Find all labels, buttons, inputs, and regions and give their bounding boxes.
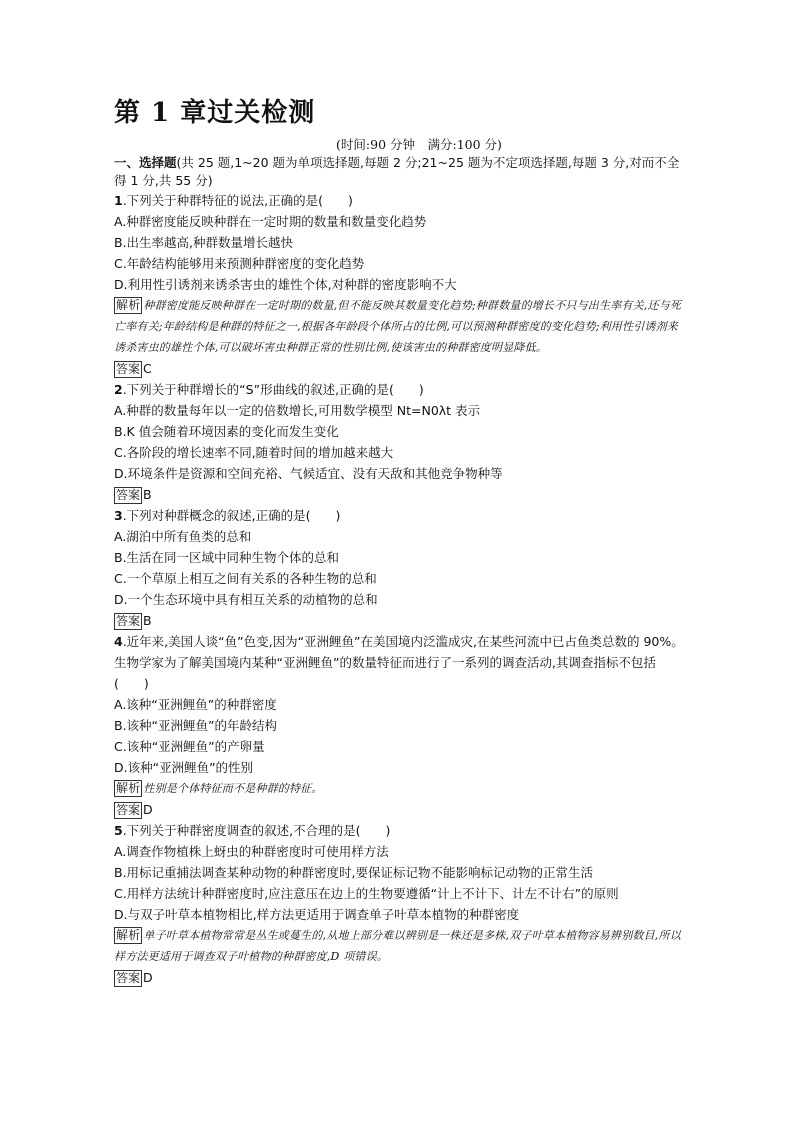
document-page [114, 96, 684, 988]
answer [114, 799, 684, 820]
option-D: D.利用性引诱剂来诱杀害虫的雄性个体,对种群的密度影响不大 [114, 277, 457, 292]
answer [114, 358, 684, 379]
question-list [114, 190, 684, 988]
question-text: .下列关于种群密度调查的叙述,不合理的是( ) [122, 823, 391, 838]
option-C: C.各阶段的增长速率不同,随着时间的增加越来越大 [114, 445, 394, 460]
question-stem [114, 190, 684, 211]
question-2 [114, 379, 684, 505]
answer-tag: 答案 [116, 488, 141, 502]
analysis [114, 295, 684, 358]
question-number: 2 [114, 382, 123, 397]
question-3 [114, 505, 684, 631]
answer [114, 610, 684, 631]
question-text: .下列关于种群增长的“S”形曲线的叙述,正确的是( ) [122, 382, 424, 397]
option-B: B.出生率越高,种群数量增长越快 [114, 235, 294, 250]
answer-value: D [143, 802, 153, 817]
question-number: 1 [114, 193, 123, 208]
question-number: 5 [114, 823, 123, 838]
option-C: C.用样方法统计种群密度时,应注意压在边上的生物要遵循“计上不计下、计左不计右”的原则 [114, 886, 619, 901]
section-heading [114, 154, 684, 190]
answer-tag: 答案 [116, 803, 141, 817]
answer [114, 967, 684, 988]
page-title: 第 1 章过关检测 [114, 98, 316, 128]
question-stem [114, 505, 684, 526]
analysis-text: 性别是个体特征而不是种群的特征。 [143, 782, 323, 795]
option-B: B.K 值会随着环境因素的变化而发生变化 [114, 424, 339, 439]
option-A: A.调查作物植株上蚜虫的种群密度时可使用样方法 [114, 844, 389, 859]
analysis [114, 778, 684, 799]
option-D: D.该种“亚洲鲤鱼”的性别 [114, 760, 254, 775]
option-D: D.与双子叶草本植物相比,样方法更适用于调查单子叶草本植物的种群密度 [114, 907, 520, 922]
question-5 [114, 820, 684, 988]
answer-tag: 答案 [116, 362, 141, 376]
answer-value: B [143, 487, 152, 502]
question-4 [114, 631, 684, 820]
option-A: A.湖泊中所有鱼类的总和 [114, 529, 252, 544]
option-A: A.种群密度能反映种群在一定时期的数量和数量变化趋势 [114, 214, 427, 229]
option-C: C.年龄结构能够用来预测种群密度的变化趋势 [114, 256, 365, 271]
question-stem [114, 631, 684, 694]
option-D: D.一个生态环境中具有相互关系的动植物的总和 [114, 592, 378, 607]
exam-time-score: (时间:90 分钟 满分:100 分) [336, 137, 502, 152]
option-A: A.该种“亚洲鲤鱼”的种群密度 [114, 697, 277, 712]
analysis-tag: 解析 [116, 298, 141, 312]
answer-value: D [143, 970, 153, 985]
option-A: A.种群的数量每年以一定的倍数增长,可用数学模型 Nt=N0λt 表示 [114, 403, 481, 418]
question-text: .下列关于种群特征的说法,正确的是( ) [122, 193, 353, 208]
option-B: B.该种“亚洲鲤鱼”的年龄结构 [114, 718, 278, 733]
section-label: 一、选择题 [114, 155, 177, 170]
option-B: B.生活在同一区域中同种生物个体的总和 [114, 550, 340, 565]
answer-tag: 答案 [116, 971, 141, 985]
analysis-tag: 解析 [116, 928, 141, 942]
answer-value: B [143, 613, 152, 628]
answer-value: C [143, 361, 152, 376]
question-number: 3 [114, 508, 123, 523]
option-C: C.一个草原上相互之间有关系的各种生物的总和 [114, 571, 377, 586]
question-text: .近年来,美国人谈“鱼”色变,因为“亚洲鲤鱼”在美国境内泛滥成灾,在某些河流中已占鱼类总数的 90%。生物学家为了解美国境内某种“亚洲鲤鱼”的数量特征而进行了一系列的调查活动,其调查指标不包括( ) [114, 634, 684, 691]
option-C: C.该种“亚洲鲤鱼”的产卵量 [114, 739, 265, 754]
question-stem [114, 820, 684, 841]
question-stem [114, 379, 684, 400]
option-D: D.环境条件是资源和空间充裕、气候适宜、没有天敌和其他竞争物种等 [114, 466, 503, 481]
section-description: (共 25 题,1~20 题为单项选择题,每题 2 分;21~25 题为不定项选择题,每题 3 分,对而不全得 1 分,共 55 分) [114, 155, 680, 188]
analysis-text: 种群密度能反映种群在一定时期的数量,但不能反映其数量变化趋势;种群数量的增长不只与出生率有关,还与死亡率有关;年龄结构是种群的特征之一,根据各年龄段个体所占的比例,可以预测种群密度的变化趋势;利用性引诱剂来诱杀害虫的雄性个体,可以破坏害虫种群正常的性别比例,使该害虫的种群密度明显降低。 [114, 299, 682, 354]
question-1 [114, 190, 684, 379]
analysis-text: 单子叶草本植物常常是丛生或蔓生的,从地上部分难以辨别是一株还是多株,双子叶草本植物容易辨别数目,所以样方法更适用于调查双子叶植物的种群密度,D 项错误。 [114, 929, 681, 963]
answer-tag: 答案 [116, 614, 141, 628]
question-text: .下列对种群概念的叙述,正确的是( ) [122, 508, 341, 523]
answer [114, 484, 684, 505]
question-number: 4 [114, 634, 123, 649]
analysis [114, 925, 684, 967]
analysis-tag: 解析 [116, 781, 141, 795]
option-B: B.用标记重捕法调查某种动物的种群密度时,要保证标记物不能影响标记动物的正常生活 [114, 865, 594, 880]
